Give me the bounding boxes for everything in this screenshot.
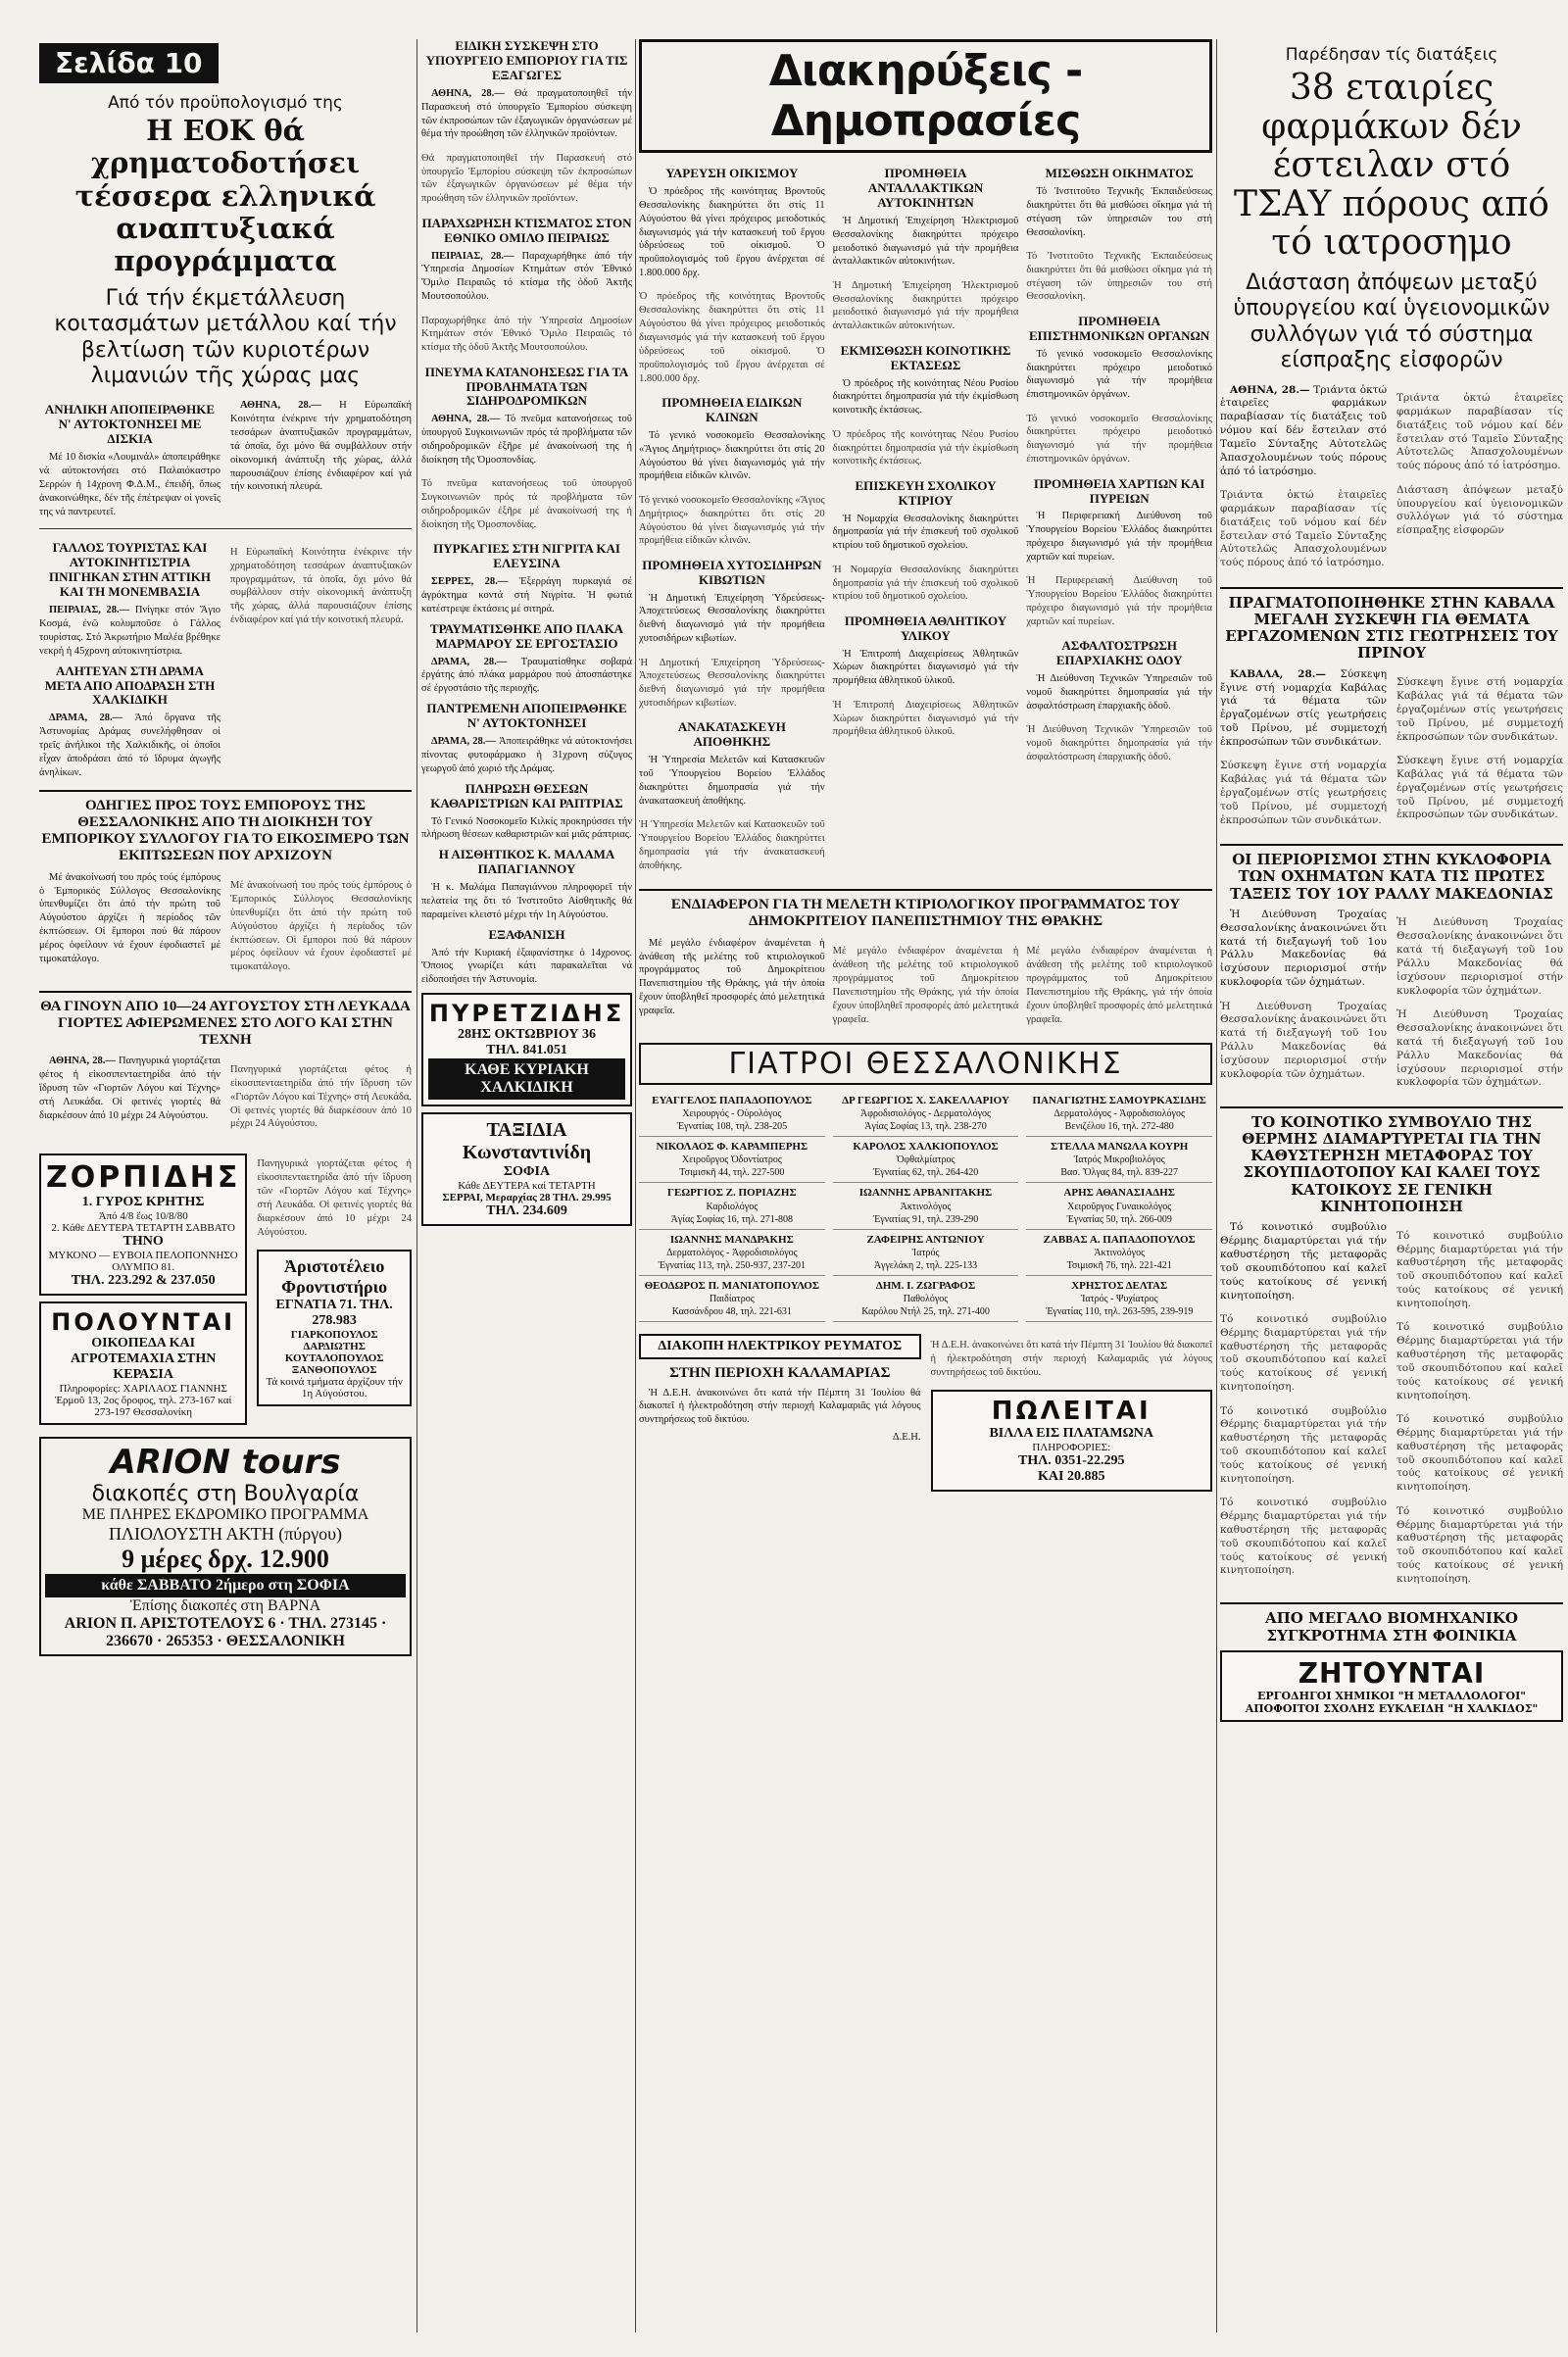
article-title: ΕΞΑΦΑΝΙΣΗ [488,926,565,942]
doctor-name: ΣΤΕΛΛΑ ΜΑΝΩΛΑ ΚΟΥΡΗ [1051,1141,1189,1154]
article-title: ΓΑΛΛΟΣ ΤΟΥΡΙΣΤΑΣ ΚΑΙ ΑΥΤΟΚΙΝΗΤΙΣΤΡΙΑ ΠΝΙΓΗΚΑΝ ΣΤΗΝ ΑΤΤΙΚΗ ΚΑΙ ΤΗ ΜΟΝΕΜΒΑΣΙΑ [48,540,212,600]
article-body-continued: Πανηγυρικά γιορτάζεται φέτος ἡ εἰκοσιπενταετηρίδα ἀπό τήν ἵδρυση τῶν «Γιορτῶν Λόγου καί Τέχνης» στή Λευκάδα. Οἱ φετινές γιορτές θά διαρκέσουν ἀπό 10 μέχρι 24 Αὐγούστου. [257,1158,412,1238]
article-body: Ἡ κ. Μαλάμα Παπαγιάννου πληροφορεῖ τήν πελατεία της ὅτι τό Ἰνστιτοῦτο Αἰσθητικῆς θά παραμείνει κλειστό μέχρι τήν 1η Αὐγούστου. [421,882,632,920]
doctor-spec: Παθολόγος [903,1294,949,1305]
notice-body: Ἡ Διεύθυνση Τεχνικῶν Ὑπηρεσιῶν τοῦ νομοῦ διακηρύττει δημοπρασία γιά τήν ἀσφαλτόστρωση ἐπαρχιακῆς ὁδοῦ. [1026,673,1212,712]
article-title: ΠΝΕΥΜΑ ΚΑΤΑΝΟΗΣΕΩΣ ΓΙΑ ΤΑ ΠΡΟΒΛΗΜΑΤΑ ΤΩΝ ΣΙΔΗΡΟΔΡΟΜΙΚΩΝ [424,364,629,409]
article-dateline: ΑΘΗΝΑ, 28.— [431,87,505,99]
doctor-name: ΕΥΑΓΓΕΛΟΣ ΠΑΠΑΔΟΠΟΥΛΟΣ [652,1094,812,1106]
power-cut-box [639,1334,921,1359]
article-body-continued: Τριάντα ὀκτώ ἑταιρεῖες φαρμάκων παραβίασαν τίς διατάξεις τοῦ νόμου καί δέν ἔστειλαν στό Ταμεῖο Σύνταξης Αὐτοτελῶς Ἀπασχολουμένων τούς πόρους ἀπό τό ἰατρόσημο. [1220,489,1387,569]
doctor-addr: Τσιμισκῆ 44, τηλ. 227-500 [679,1167,785,1179]
article-body: Πανηγυρικά γιορτάζεται φέτος ἡ εἰκοσιπενταετηρίδα ἀπό τήν ἵδρυση τῶν «Γιορτῶν Λόγου καί Τέχνης» στή Λευκάδα. Οἱ φετινές γιορτές θά διαρκέσουν ἀπό 10 μέχρι 24 Αὐγούστου. [39,1056,220,1121]
ad-phone: ΤΗΛ. 234.609 [486,1203,567,1219]
doctor-name: ΘΕΟΔΩΡΟΣ Π. ΜΑΝΙΑΤΟΠΟΥΛΟΣ [644,1280,820,1293]
doctor-addr: Ἐγνατίας 108, τηλ. 238-205 [676,1121,788,1133]
doctor-entry [833,1091,1019,1137]
doctor-name: ΠΑΝΑΓΙΩΤΗΣ ΣΑΜΟΥΡΚΑΣΙΔΗΣ [1032,1094,1206,1106]
column-notices [639,0,1212,2357]
doctor-spec: Ἀκτινολόγος [900,1201,952,1212]
notice-title: ΜΙΣΘΩΣΗ ΟΙΚΗΜΑΤΟΣ [1045,166,1194,180]
doctor-entry [639,1230,825,1276]
doctor-addr: Ἐγνατίας 50, τηλ. 266-009 [1066,1213,1172,1225]
notices-col-a [639,161,825,883]
doctor-name: ΧΡΗΣΤΟΣ ΔΕΛΤΑΣ [1071,1280,1168,1293]
pharma-subhead: Διάσταση ἀπόψεων μεταξύ ὑπουργείου καί ὑγειονομικῶν συλλόγων γιά τό σύστημα είσπραξης εἰσφορῶν [1233,270,1550,373]
article-body-continued: Τό κοινοτικό συμβούλιο Θέρμης διαμαρτύρεται γιά τήν καθυστέρηση τῆς μεταφορᾶς τοῦ σκουπιδότοπου καί καλεῖ τούς κατοίκους σέ γενική κινητοποίηση. [1396,1413,1563,1494]
article-dateline: ΑΘΗΝΑ, 28.— [1230,383,1310,396]
article-body: Μέ ἀνακοίνωσή του πρός τούς ἐμπόρους ὁ Ἐμπορικός Σύλλογος Θεσσαλονίκης ὑπενθυμίζει ὅτι ἀπό τήν πρώτη τοῦ Αὐγούστου ἀρχίζει ἡ περίοδος τῶν ἐκπτώσεων. Οἱ ἔμποροι πού θά πάρουν μέρος ὀφείλουν νά ἔχουν ἐφοδιαστεῖ μέ τιμοκατάλογο. [39,871,220,964]
article-title: Η ΑΙΣΘΗΤΙΚΟΣ Κ. ΜΑΛΑΜΑ ΠΑΠΑΓΙΑΝΝΟΥ [438,847,615,877]
notice-body-continued: Τό γενικό νοσοκομεῖο Θεσσαλονίκης «Ἅγιος Δημήτριος» διακηρύττει ὅτι στίς 20 Αὐγούστου θά γίνει διαγωνισμός γιά τήν προμήθεια εἰδικῶν κλινῶν. [639,494,825,547]
notice-body: Ἡ Περιφερειακή Διεύθυνση τοῦ Ὑπουργείου Βορείου Ἑλλάδος διακηρύττει πρόχειρο διαγωνισμό γιά τήν προμήθεια χαρτιῶν καί πυρείων. [1026,511,1212,564]
doctor-name: ΔΗΜ. Ι. ΖΩΓΡΑΦΟΣ [875,1280,976,1293]
job-ad-title: ΑΠΟ ΜΕΓΑΛΟ ΒΙΟΜΗΧΑΝΙΚΟ ΣΥΓΚΡΟΤΗΜΑ ΣΤΗ ΦΟΙΝΙΚΙΑ [1265,1609,1518,1645]
ad-konstantinidis [421,1112,632,1226]
notice-body-continued: Ὁ πρόεδρος τῆς κοινότητας Βροντοῦς Θεσσαλονίκης διακηρύττει ὅτι στίς 11 Αὐγούστου θά γίνει πρόχειρος μειοδοτικός διαγωνισμός γιά τήν κατασκευή τοῦ ἔργου ὑδρεύσεως τοῦ οἰκισμοῦ. Ὁ προϋπολογισμός τοῦ ἔργου ἀνέρχεται σέ 1.800.000 δρχ. [639,291,825,384]
article-body-continued: Τό κοινοτικό συμβούλιο Θέρμης διαμαρτύρεται γιά τήν καθυστέρηση τῆς μεταφορᾶς τοῦ σκουπιδότοπου καί καλεῖ τούς κατοίκους σέ γενική κινητοποίηση. [1396,1504,1563,1585]
power-cut-body: Ἡ Δ.Ε.Η. ἀνακοινώνει ὅτι κατά τήν Πέμπτη 31 Ἰουλίου θά διακοπεῖ ἡ ἠλεκτροδότηση στήν περιοχή Καλαμαριᾶς γιά λόγους συντηρήσεως τοῦ δικτύου. [639,1387,921,1426]
notice-body-continued: Ἡ Περιφερειακή Διεύθυνση τοῦ Ὑπουργείου Βορείου Ἑλλάδος διακηρύττει πρόχειρο διαγωνισμό γιά τήν προμήθεια χαρτιῶν καί πυρείων. [1026,575,1212,627]
article-body: Τό πνεῦμα κατανοήσεως τοῦ ὑπουργοῦ Συγκοινωνιῶν πρός τά προβλήματα τῶν σιδηροδρομικῶν ἐξῆρε μέ ἀνακοίνωσή της ἡ διοίκηση τῆς Ὁμοσπονδίας. [421,414,632,466]
power-cut-area: ΣΤΗΝ ΠΕΡΙΟΧΗ ΚΑΛΑΜΑΡΙΑΣ [669,1365,891,1382]
ad-line: 1. ΓΥΡΟΣ ΚΡΗΤΗΣ [81,1194,205,1209]
article-body: Μέ μεγάλο ἐνδιαφέρον ἀναμένεται ἡ ἀνάθεση τῆς μελέτης τοῦ κτιριολογικοῦ προγράμματος τοῦ Δημοκρίτειου Πανεπιστημίου τῆς Θράκης, γιά τήν ὁποία ἔχουν ὑποβληθεῖ προσφορές ἀπό μελετητικά γραφεῖα. [639,937,825,1017]
ad-line: Ἀπό 4/8 ἕως 10/8/80 [98,1209,188,1222]
article-body-continued: Ἡ Διεύθυνση Τροχαίας Θεσσαλονίκης ἀνακοινώνει ὅτι κατά τή διεξαγωγή τοῦ 1ου Ράλλυ Μακεδονίας θά ἰσχύσουν περιορισμοί στήν κυκλοφορία τῶν ὀχημάτων. [1396,1008,1563,1089]
ad-arion-tours [39,1437,412,1656]
notice-body: Τό Ἰνστιτοῦτο Τεχνικῆς Ἐκπαιδεύσεως διακηρύττει ὅτι θά μισθώσει οἴκημα γιά τή στέγαση τῶν ὑπηρεσιῶν του στή Θεσσαλονίκη. [1026,185,1212,238]
article-dateline: ΠΕΙΡΑΙΑΣ, 28.— [49,605,130,616]
power-cut-label: ΔΙΑΚΟΠΗ ΗΛΕΚΤΡΙΚΟΥ ΡΕΥΜΑΤΟΣ [658,1339,903,1354]
article-body-continued: Ἡ Διεύθυνση Τροχαίας Θεσσαλονίκης ἀνακοινώνει ὅτι κατά τή διεξαγωγή τοῦ 1ου Ράλλυ Μακεδονίας θά ἰσχύσουν περιορισμοί στήν κυκλοφορία τῶν ὀχημάτων. [1220,1000,1387,1080]
job-ad-box [1220,1650,1563,1722]
doctor-spec: Ἰατρός [911,1248,940,1259]
notice-title: ΑΣΦΑΛΤΟΣΤΡΩΣΗ ΕΠΑΡΧΙΑΚΗΣ ΟΔΟΥ [1055,638,1183,668]
article-body-continued: Σύσκεψη ἔγινε στή νομαρχία Καβάλας γιά τά θέματα τῶν ἐργαζομένων στίς γεωτρήσεις τοῦ Πρίνου, μέ συμμετοχή ἐκπροσώπων τῶν συνδικάτων. [1220,760,1387,826]
article-body-continued: Τό κοινοτικό συμβούλιο Θέρμης διαμαρτύρεται γιά τήν καθυστέρηση τῆς μεταφορᾶς τοῦ σκουπιδότοπου καί καλεῖ τούς κατοίκους σέ γενική κινητοποίηση. [1396,1321,1563,1401]
notice-title: ΥΑΡΕΥΣΗ ΟΙΚΙΣΜΟΥ [665,166,799,180]
doctor-addr: Ἐγνατίας 110, τηλ. 263-595, 239-919 [1045,1306,1194,1318]
notice-title: ΠΡΟΜΗΘΕΙΑ ΕΠΙΣΤΗΜΟΝΙΚΩΝ ΟΡΓΑΝΩΝ [1029,313,1210,343]
doctor-spec: Παιδίατρος [709,1294,755,1305]
ad-title: ΤΑΞΙΔΙΑ Κωνσταντινίδη [462,1119,592,1164]
doctor-spec: Ἰατρός - Ψυχίατρος [1080,1294,1158,1305]
article-dateline: ΚΑΒΑΛΑ, 28.— [1230,667,1326,680]
doctor-entry [833,1230,1019,1276]
notice-body-continued: Ἡ Δημοτική Ἐπιχείρηση Ὑδρεύσεως-Ἀποχετεύσεως Θεσσαλονίκης διακηρύττει διεθνή διαγωνισμό γιά τήν προμήθεια χυτοσιδήρων κιβωτίων. [639,657,825,710]
notice-title: ΠΡΟΜΗΘΕΙΑ ΕΙΔΙΚΩΝ ΚΛΙΝΩΝ [662,394,803,424]
ad-line: ΜΥΚΟΝΟ — ΕΥΒΟΙΑ ΠΕΛΟΠΟΝΝΗΣΟ ΟΛΥΜΠΟ 81. [48,1249,238,1273]
ad-zorbas [39,1154,247,1296]
column-right [1220,0,1563,2357]
ad-for-sale [39,1301,247,1425]
article-body-continued: Ἡ Διεύθυνση Τροχαίας Θεσσαλονίκης ἀνακοινώνει ὅτι κατά τή διεξαγωγή τοῦ 1ου Ράλλυ Μακεδονίας θά ἰσχύσουν περιορισμοί στήν κυκλοφορία τῶν ὀχημάτων. [1396,916,1563,997]
doctor-entry [639,1091,825,1137]
doctor-addr: Κασσάνδρου 48, τηλ. 221-631 [671,1306,792,1318]
doctor-spec: Ἰατρός Μικροβιολόγος [1073,1154,1165,1166]
notice-body: Ἡ Νομαρχία Θεσσαλονίκης διακηρύττει δημοπρασία γιά τήν ἐπισκευή τοῦ σχολικοῦ κτιρίου τοῦ δημοτικοῦ σχολείου. [832,513,1019,552]
notice-title: ΠΡΟΜΗΘΕΙΑ ΧΑΡΤΙΩΝ ΚΑΙ ΠΥΡΕΙΩΝ [1033,475,1205,506]
doctor-addr: Βενιζέλου 16, τηλ. 272-480 [1064,1121,1174,1133]
notice-body: Ὁ πρόεδρος τῆς κοινότητας Νέου Ρυσίου διακηρύττει δημοπρασία γιά τήν ἐκμίσθωση κοινοτικῆς ἐκτάσεως. [832,377,1019,417]
doctor-entry [833,1276,1019,1322]
ad-line: ΠΛΙΟΛΟΥΣΤΗ ΑΚΤΗ (πύργου) [108,1523,343,1544]
ad-price: 9 μέρες δρχ. 12.900 [122,1544,329,1573]
notice-body-continued: Τό γενικό νοσοκομεῖο Θεσσαλονίκης διακηρύττει πρόχειρο μειοδοτικό διαγωνισμό γιά τήν προμήθεια ἐπιστημονικῶν ὀργάνων. [1026,413,1212,466]
article-body: Ἡ Διεύθυνση Τροχαίας Θεσσαλονίκης ἀνακοινώνει ὅτι κατά τή διεξαγωγή τοῦ 1ου Ράλλυ Μακεδονίας θά ἰσχύσουν περιορισμοί στήν κυκλοφορία τῶν ὀχημάτων. [1220,908,1387,989]
ad-phone: ΤΗΛ. 841.051 [486,1043,567,1058]
article-title: ΟΙ ΠΕΡΙΟΡΙΣΜΟΙ ΣΤΗΝ ΚΥΚΛΟΦΟΡΙΑ ΤΩΝ ΟΧΗΜΑΤΩΝ ΚΑΤΑ ΤΙΣ ΠΡΩΤΕΣ ΤΑΞΕΙΣ ΤΟΥ 1ΟΥ ΡΑΛΛΥ ΜΑΚΕΔΟΝΙΑΣ [1230,851,1553,903]
doctor-addr: Ἁγίας Σοφίας 16, τηλ. 271-808 [670,1213,794,1225]
notices-col-b [833,161,1019,883]
ad-line: ΜΕ ΠΛΗΡΕΣ ΕΚΔΡΟΜΙΚΟ ΠΡΟΓΡΑΜΜΑ [81,1505,369,1523]
article-dateline: ΠΕΙΡΑΙΑΣ, 28.— [431,250,514,262]
article-body: Ἐξερράγη πυρκαγιά σέ ἀγρόκτημα κοντά στή Νιγρίτα. Ἡ φωτιά κατέστρεψε ἐκτάσεις μέ σιτηρά. [421,576,632,614]
notice-title: ΑΝΑΚΑΤΑΣΚΕΥΗ ΑΠΟΘΗΚΗΣ [677,719,786,750]
doctor-entry [639,1137,825,1183]
ad-line: 28ΗΣ ΟΚΤΩΒΡΙΟΥ 36 [457,1027,597,1043]
notice-title: ΠΡΟΜΗΘΕΙΑ ΑΘΛΗΤΙΚΟΥ ΥΛΙΚΟΥ [844,613,1007,643]
ad-pyretzidis [421,993,632,1106]
notice-body: Τό γενικό νοσοκομεῖο Θεσσαλονίκης «Ἅγιος Δημήτριος» διακηρύττει ὅτι στίς 20 Αὐγούστου θά γίνει διαγωνισμός γιά τήν προμήθεια εἰδικῶν κλινῶν. [639,429,825,482]
ad-phone: ΤΗΛ. 223.292 & 237.050 [71,1272,216,1288]
article-body-continued: Τό κοινοτικό συμβούλιο Θέρμης διαμαρτύρεται γιά τήν καθυστέρηση τῆς μεταφορᾶς τοῦ σκουπιδότοπου καί καλεῖ τούς κατοίκους σέ γενική κινητοποίηση. [1220,1404,1387,1485]
article-body: Ἀποπειράθηκε νά αὐτοκτονήσει πίνοντας φυτοφάρμακο ἡ 31χρονη σύζυγος γεωργοῦ ἀπό χωριό τῆς Δράμας. [421,736,632,774]
article-body: Ἀπό ὄργανα τῆς Ἀστυνομίας Δράμας συνελήφθησαν οἱ τρεῖς ἀνήλικοι τῆς Χαλκιδικῆς, οἱ ὁποῖοι εἶχαν ἀποδράσει ἀπό τό ἵδρυμα ἀγωγῆς ἀνηλίκων. [39,712,221,778]
doctor-spec: Καρδιολόγος [706,1201,759,1212]
ad-title: Ἀριστοτέλειο Φροντιστήριο [281,1255,388,1297]
doctor-spec: Ἀφροδισιολόγος - Δερματολόγος [860,1108,991,1120]
ad-title: ΠΟΛΟΥΝΤΑΙ [51,1307,236,1336]
notice-body-continued: Ἡ Διεύθυνση Τεχνικῶν Ὑπηρεσιῶν τοῦ νομοῦ διακηρύττει δημοπρασία γιά τήν ἀσφαλτόστρωση ἐπαρχιακῆς ὁδοῦ. [1026,724,1212,762]
notices-col-c [1026,161,1212,883]
article-title: ΠΥΡΚΑΓΙΕΣ ΣΤΗ ΝΙΓΡΙΤΑ ΚΑΙ ΕΛΕΥΣΙΝΑ [433,541,620,571]
pharma-kicker: Παρέδησαν τίς διατάξεις [1285,45,1498,65]
ad-aristoteleio [257,1250,412,1406]
notice-body-continued: Ἡ Νομαρχία Θεσσαλονίκης διακηρύττει δημοπρασία γιά τήν ἐπισκευή τοῦ σχολικοῦ κτιρίου τοῦ δημοτικοῦ σχολείου. [832,564,1019,603]
article-body: Τό Γενικό Νοσοκομεῖο Κιλκίς προκηρύσσει τήν πλήρωση θέσεων καθαριστριῶν καί μιᾶς ράπτριας. [421,815,632,841]
ad-line: ΒΙΛΛΑ ΕΙΣ ΠΛΑΤΑΜΩΝΑ [989,1425,1154,1441]
ad-line: ΠΛΗΡΟΦΟΡΙΕΣ: [1032,1441,1111,1453]
ad-line: ΣΕΡΡΑΙ, Μεραρχίας 28 ΤΗΛ. 29.995 [442,1192,612,1204]
doctor-entry [639,1183,825,1229]
job-ad-headline: ΖΗΤΟΥΝΤΑΙ [1298,1656,1486,1690]
doctor-spec: Χειροῦργος Γυναικολόγος [1067,1201,1172,1212]
ad-title: ΠΥΡΕΤΖΙΔΗΣ [428,1000,625,1028]
article-body: Πνίγηκε στόν Ἅγιο Κοσμά, ἐνῶ κολυμποῦσε ὁ Γάλλος τουρίστας. Στό Ἀκρωτήριο Μαλέα βρέθηκε νεκρή ἡ 45χρονη αὐτοκινητίστρια. [39,605,221,657]
ad-line: Κάθε ΔΕΥΤΕΡΑ καί ΤΕΤΑΡΤΗ [458,1180,596,1193]
ad-line: Ἐρμοῦ 13, 2ος ὄροφος, τηλ. 273-167 καί 273-197 Θεσσαλονίκη [54,1394,232,1418]
article-body: Μέ 10 δισκία «Λουμινάλ» ἀποπειράθηκε νά αὐτοκτονήσει στό Παλαιόκαστρο Σερρών ἡ 14χρονη Φ.Δ.Μ., ἐπειδή, ὅπως ἀνακοινώθηκε, δέν τῆς ἐπέτρεψαν οἱ γονεῖς της νά παντρευτεῖ. [39,452,220,517]
doctors-col [833,1091,1019,1322]
notice-title: ΠΡΟΜΗΘΕΙΑ ΑΝΤΑΛΛΑΚΤΙΚΩΝ ΑΥΤΟΚΙΝΗΤΩΝ [867,166,984,210]
ad-title: ΠΩΛΕΙΤΑΙ [991,1396,1152,1426]
article-dateline: ΔΡΑΜΑ, 28.— [431,736,496,748]
ad-phone: ΤΗΛ. 0351-22.295 [1018,1452,1125,1468]
ad-villa-sale [931,1390,1213,1492]
doctor-name: ΙΩΑΝΝΗΣ ΑΡΒΑΝΙΤΑΚΗΣ [858,1187,993,1200]
doctor-entry [1026,1183,1212,1229]
ad-line: 2. Κάθε ΔΕΥΤΕΡΑ ΤΕΤΑΡΤΗ ΣΑΒΒΑΤΟ [51,1221,235,1234]
ad-line: ΟΙΚΟΠΕΔΑ ΚΑΙ ΑΓΡΟΤΕΜΑΧΙΑ ΣΤΗΝ ΚΕΡΑΣΙΑ [70,1335,217,1382]
doctor-entry [1026,1091,1212,1137]
notice-body-continued: Ὁ πρόεδρος τῆς κοινότητας Νέου Ρυσίου διακηρύττει δημοπρασία γιά τήν ἐκμίσθωση κοινοτικῆς ἐκτάσεως. [832,428,1019,467]
article-dateline: ΔΡΑΜΑ, 28.— [49,712,123,724]
doctor-addr: Ἐγνατίας 62, τηλ. 264-420 [872,1167,979,1179]
doctor-name: ΚΑΡΟΛΟΣ ΧΑΛΚΙΟΠΟΥΛΟΣ [853,1141,999,1154]
article-body-continued: Θά πραγματοποιηθεῖ τήν Παρασκευή στό ὑπουργεῖο Ἐμπορίου σύσκεψη τῶν ἐκπροσώπων τῶν ἐξαγωγικῶν ὀργανώσεων μέ θέμα τήν προώθηση τῶν ἑλληνικῶν προϊόντων. [421,152,632,205]
doctor-name: ΖΑΦΕΙΡΗΣ ΑΝΤΩΝΙΟΥ [866,1233,985,1246]
ad-line: ΤΗΝΟ [122,1233,164,1249]
doctor-addr: Ἁγίας Σοφίας 13, τηλ. 238-270 [864,1121,987,1133]
lead-kicker: Από τόν προϋπολογισμό της [108,93,343,113]
ad-phone: ΚΑΙ 20.885 [1038,1468,1105,1484]
article-body-continued: Πανηγυρικά γιορτάζεται φέτος ἡ εἰκοσιπενταετηρίδα ἀπό τήν ἵδρυση τῶν «Γιορτῶν Λόγου καί Τέχνης» στή Λευκάδα. Οἱ φετινές γιορτές θά διαρκέσουν ἀπό 10 μέχρι 24 Αὐγούστου. [230,1063,412,1130]
ad-line: Τά κοινά τμήματα ἀρχίζουν τήν 1η Αὐγούστου. [266,1375,403,1399]
notice-body: Ἡ Ὑπηρεσία Μελετῶν καί Κατασκευῶν τοῦ Ὑπουργείου Βορείου Ἑλλάδος διακηρύττει δημοπρασία γιά τήν ἀνακατασκευή ἀποθήκης. [639,755,825,807]
article-body-continued: Μέ μεγάλο ἐνδιαφέρον ἀναμένεται ἡ ἀνάθεση τῆς μελέτης τοῦ κτιριολογικοῦ προγράμματος τοῦ Δημοκρίτειου Πανεπιστημίου τῆς Θράκης, γιά τήν ὁποία ἔχουν ὑποβληθεῖ προσφορές ἀπό μελετητικά γραφεῖα. [1026,946,1212,1025]
doctor-addr: Ἐγνατίας 91, τηλ. 239-290 [872,1213,979,1225]
lead-body-area [39,397,412,522]
ad-banner: ΚΑΘΕ ΚΥΡΙΑΚΗ ΧΑΛΚΙΔΙΚΗ [428,1058,625,1100]
doctor-spec: Δερματολόγος - Ἀφροδισιολόγος [666,1248,798,1259]
notice-body-continued: Τό Ἰνστιτοῦτο Τεχνικῆς Ἐκπαιδεύσεως διακηρύττει ὅτι θά μισθώσει οἴκημα γιά τή στέγαση τῶν ὑπηρεσιῶν του στή Θεσσαλονίκη. [1026,250,1212,303]
notice-body-continued: Ἡ Δημοτική Ἐπιχείρηση Ἠλεκτρισμοῦ Θεσσαλονίκης διακηρύττει πρόχειρο μειοδοτικό διαγωνισμό γιά τήν προμήθεια ἀνταλλακτικῶν αὐτοκινήτων. [832,279,1019,332]
article-body-continued: Τό κοινοτικό συμβούλιο Θέρμης διαμαρτύρεται γιά τήν καθυστέρηση τῆς μεταφορᾶς τοῦ σκουπιδότοπου καί καλεῖ τούς κατοίκους σέ γενική κινητοποίηση. [1220,1312,1387,1394]
article-title: ΕΙΔΙΚΗ ΣΥΣΚΕΨΗ ΣΤΟ ΥΠΟΥΡΓΕΙΟ ΕΜΠΟΡΙΟΥ ΓΙΑ ΤΙΣ ΕΞΑΓΩΓΕΣ [425,38,628,82]
doctor-name: ΔΡ ΓΕΩΡΓΙΟΣ Χ. ΣΑΚΕΛΛΑΡΙΟΥ [842,1094,1009,1106]
lead-body: Η Εὐρωπαϊκή Κοινότητα ἐνέκρινε τήν χρηματοδότηση τεσσάρων ἀναπτυξιακῶν προγραμμάτων, τά ὁποῖα, ὄχι μόνο θά συμβάλλουν στήν οἰκονομική ἀνάπτυξη τῆς χώρας, ἀλλά παρουσιάζουν ἐπίσης ἐνδιαφέρον καί γιά τήν κοινοτική πλευρά. [230,400,412,493]
article-dateline: ΑΘΗΝΑ, 28.— [431,414,501,425]
ad-line: Πληροφορίες: ΧΑΡΙΛΑΟΣ ΓΙΑΝΝΗΣ [59,1382,227,1395]
article-title: ΑΛΗΤΕΥΑΝ ΣΤΗ ΔΡΑΜΑ ΜΕΤΑ ΑΠΟ ΑΠΟΔΡΑΣΗ ΣΤΗ ΧΑΛΚΙΔΙΚΗ [44,663,216,708]
article-title: ΠΑΡΑΧΩΡΗΣΗ ΚΤΙΣΜΑΤΟΣ ΣΤΟΝ ΕΘΝΙΚΟ ΟΜΙΛΟ ΠΕΙΡΑΙΩΣ [421,215,632,245]
doctor-entry [1026,1137,1212,1183]
notice-body: Ἡ Δημοτική Ἐπιχείρηση Ὑδρεύσεως-Ἀποχετεύσεως Θεσσαλονίκης διακηρύττει διεθνή διαγωνισμό γιά τήν προμήθεια χυτοσιδήρων κιβωτίων. [639,592,825,645]
column-left [39,0,412,2357]
article-title: ΠΡΑΓΜΑΤΟΠΟΙΗΘΗΚΕ ΣΤΗΝ ΚΑΒΑΛΑ ΜΕΓΑΛΗ ΣΥΣΚΕΨΗ ΓΙΑ ΘΕΜΑΤΑ ΕΡΓΑΖΟΜΕΝΩΝ ΣΤΙΣ ΓΕΩΤΡΗΣΕΙΣ ΤΟΥ ΠΡΙΝΟΥ [1225,593,1558,663]
article-body: Ἀπό τήν Κυριακή ἐξαφανίστηκε ὁ 14χρονος. Ὅποιος γνωρίζει κάτι παρακαλεῖται νά εἰδοποιήσει τήν Ἀστυνομία. [421,947,632,986]
notice-body-continued: Ἡ Ὑπηρεσία Μελετῶν καί Κατασκευῶν τοῦ Ὑπουργείου Βορείου Ἑλλάδος διακηρύττει δημοπρασία γιά τήν ἀνακατασκευή ἀποθήκης. [639,819,825,871]
ad-line: ΕΡΓΟΔΗΓΟΙ ΧΗΜΙΚΟΙ "Η ΜΕΤΑΛΛΟΛΟΓΟΙ" [1257,1689,1526,1702]
ad-line: διακοπές στη Βουλγαρία [91,1481,360,1506]
article-body: Θά πραγματοποιηθεῖ τήν Παρασκευή στό ὑπουργεῖο Ἐμπορίου σύσκεψη τῶν ἐκπροσώπων τῶν ἐξαγωγικῶν ὀργανώσεων μέ θέμα τήν προώθηση τῶν ἑλληνικῶν προϊόντων. [421,87,632,140]
article-body: Τό κοινοτικό συμβούλιο Θέρμης διαμαρτύρεται γιά τήν καθυστέρηση τῆς μεταφορᾶς τοῦ σκουπιδότοπου καί καλεῖ τούς κατοίκους σέ γενική κινητοποίηση. [1220,1221,1387,1301]
notices-masthead: Διακηρύξεις - Δημοπρασίες [639,39,1212,153]
article-title: ΤΡΑΥΜΑΤΙΣΘΗΚΕ ΑΠΟ ΠΛΑΚΑ ΜΑΡΜΑΡΟΥ ΣΕ ΕΡΓΟΣΤΑΣΙΟ [429,620,624,651]
lead-dateline: ΑΘΗΝΑ, 28.— [240,400,321,412]
doctor-spec: Χειρουργός - Οὐρολόγος [682,1108,782,1120]
doctor-entry [1026,1276,1212,1322]
article-dateline: ΣΕΡΡΕΣ, 28.— [431,576,509,588]
article-body-continued: Μέ ἀνακοίνωσή του πρός τούς ἐμπόρους ὁ Ἐμπορικός Σύλλογος Θεσσαλονίκης ὑπενθυμίζει ὅτι ἀπό τήν πρώτη τοῦ Αὐγούστου ἀρχίζει ἡ περίοδος τῶν ἐκπτώσεων. Οἱ ἔμποροι πού θά πάρουν μέρος ὀφείλουν νά ἔχουν ἐφοδιαστεῖ μέ τιμοκατάλογο. [230,880,412,973]
doctor-name: ΓΕΩΡΓΙΟΣ Ζ. ΠΟΡΙΑΖΗΣ [667,1187,797,1200]
doctor-name: ΝΙΚΟΛΑΟΣ Φ. ΚΑΡΑΜΠΕΡΗΣ [656,1141,808,1154]
article-body: Τριάντα ὀκτώ ἑταιρεῖες φαρμάκων παραβίασαν τίς διατάξεις τοῦ νόμου καί δέν ἔστειλαν στό Ταμεῖο Σύνταξης Αὐτοτελῶς Ἀπασχολουμένων τούς πόρους ἀπό τό ἰατρόσημο. [1220,383,1388,477]
ad-phone: ΕΓΝΑΤΙΑ 71. ΤΗΛ. 278.983 [275,1297,393,1328]
article-body-continued: Σύσκεψη ἔγινε στή νομαρχία Καβάλας γιά τά θέματα τῶν ἐργαζομένων στίς γεωτρήσεις τοῦ Πρίνου, μέ συμμετοχή ἐκπροσώπων τῶν συνδικάτων. [1396,755,1563,821]
lead-headline: Η ΕΟΚ θά χρηματοδοτήσει τέσσερα ελληνικά αναπτυξιακά προγράμματα [74,114,376,278]
notice-title: ΕΠΙΣΚΕΥΗ ΣΧΟΛΙΚΟΥ ΚΤΙΡΙΟΥ [855,477,997,508]
lead-subhead: Γιά τήν έκμετάλλευση κοιτασμάτων μετάλλου καί τήν βελτίωση τῶν κυριοτέρων λιμανιών τῆς χώρας μας [54,285,397,388]
doctor-spec: Ἀκτινολόγος [1094,1248,1146,1259]
article-title: ΠΛΗΡΩΣΗ ΘΕΣΕΩΝ ΚΑΘΑΡΙΣΤΡΙΩΝ ΚΑΙ ΡΑΠΤΡΙΑΣ [430,780,623,810]
notice-body: Ἡ Ἐπιτροπή Διαχειρίσεως Ἀθλητικῶν Χώρων διακηρύττει διαγωνισμό γιά τήν προμήθεια ἀθλητικοῦ ὑλικοῦ. [832,648,1019,687]
ad-line: Ἐπίσης διακοπές στη ΒΑΡΝΑ [129,1596,321,1614]
column-divider [1216,39,1217,2332]
doctors-section-title: ΓΙΑΤΡΟΙ ΘΕΣΣΑΛΟΝΙΚΗΣ [639,1043,1212,1085]
doctor-entry [1026,1230,1212,1276]
article-body-continued: Σύσκεψη ἔγινε στή νομαρχία Καβάλας γιά τά θέματα τῶν ἐργαζομένων στίς γεωτρήσεις τοῦ Πρίνου, μέ συμμετοχή ἐκπροσώπων τῶν συνδικάτων. [1396,676,1563,743]
column-second [421,0,632,2357]
doctor-spec: Ὀφθαλμίατρος [896,1154,956,1166]
article-body-continued: Τό πνεῦμα κατανοήσεως τοῦ ὑπουργοῦ Συγκοινωνιῶν πρός τά προβλήματα τῶν σιδηροδρομικῶν ἐξῆρε μέ ἀνακοίνωσή της ἡ διοίκηση τῆς Ὁμοσπονδίας. [421,478,632,530]
doctor-addr: Ἐγνατίας 113, τηλ. 250-937, 237-201 [658,1260,807,1272]
article-dateline: ΑΘΗΝΑ, 28.— [49,1056,116,1067]
article-body-continued: Τό κοινοτικό συμβούλιο Θέρμης διαμαρτύρεται γιά τήν καθυστέρηση τῆς μεταφορᾶς τοῦ σκουπιδότοπου καί καλεῖ τούς κατοίκους σέ γενική κινητοποίηση. [1396,1229,1563,1310]
notice-body-continued: Ἡ Ἐπιτροπή Διαχειρίσεως Ἀθλητικῶν Χώρων διακηρύττει διαγωνισμό γιά τήν προμήθεια ἀθλητικοῦ ὑλικοῦ. [832,699,1019,738]
doctor-spec: Δερματολόγος - Ἀφροδισιολόγος [1054,1108,1185,1120]
article-body-continued: Ἡ Δ.Ε.Η. ἀνακοινώνει ὅτι κατά τήν Πέμπτη 31 Ἰουλίου θά διακοπεῖ ἡ ἠλεκτροδότηση στήν περιοχή Καλαμαριᾶς γιά λόγους συντηρήσεως τοῦ δικτύου. [930,1339,1212,1378]
article-body-continued: Η Εὐρωπαϊκή Κοινότητα ἐνέκρινε τήν χρηματοδότηση τεσσάρων ἀναπτυξιακῶν προγραμμάτων, τά ὁποῖα, ὄχι μόνο θά συμβάλλουν στήν οἰκονομική ἀνάπτυξη τῆς χώρας, ἀλλά παρουσιάζουν ἐπίσης ἐνδιαφέρον καί γιά τήν κοινοτική πλευρά. [230,546,412,626]
ad-title: ΖΟΡΠΙΔΗΣ [46,1159,241,1195]
doctors-col [1026,1091,1212,1322]
notice-body: Ἡ Δημοτική Ἐπιχείρηση Ἠλεκτρισμοῦ Θεσσαλονίκης διακηρύττει πρόχειρο μειοδοτικό διαγωνισμό γιά τήν προμήθεια ἀνταλλακτικῶν αὐτοκινήτων. [832,215,1019,268]
notices-grid [639,161,1212,883]
doctor-addr: Τσιμισκῆ 76, τηλ. 221-421 [1066,1260,1172,1272]
arion-logo: ARION tours [110,1442,341,1482]
doctor-name: ΑΡΗΣ ΑΘΑΝΑΣΙΑΔΗΣ [1063,1187,1175,1200]
doctor-addr: Ἀγγελάκη 2, τηλ. 225-133 [873,1260,978,1272]
notice-title: ΕΚΜΙΣΘΩΣΗ ΚΟΙΝΟΤΙΚΗΣ ΕΚΤΑΣΕΩΣ [840,342,1011,372]
article-body-continued: Τό κοινοτικό συμβούλιο Θέρμης διαμαρτύρεται γιά τήν καθυστέρηση τῆς μεταφορᾶς τοῦ σκουπιδότοπου καί καλεῖ τούς κατοίκους σέ γενική κινητοποίηση. [1220,1497,1387,1577]
doctor-addr: Βασ. Ὄλγας 84, τηλ. 839-227 [1060,1167,1179,1179]
article-body-continued: Διάσταση ἀπόψεων μεταξύ ὑπουργείου καί ὑγειονομικῶν συλλόγων γιά τό σύστημα είσπραξης εἰσφορῶν [1396,483,1563,537]
doctor-entry [833,1183,1019,1229]
doctor-entry [833,1137,1019,1183]
article-title: ΕΝΔΙΑΦΕΡΟΝ ΓΙΑ ΤΗ ΜΕΛΕΤΗ ΚΤΙΡΙΟΛΟΓΙΚΟΥ ΠΡΟΓΡΑΜΜΑΤΟΣ ΤΟΥ ΔΗΜΟΚΡΙΤΕΙΟΥ ΠΑΝΕΠΙΣΤΗΜΙΟΥ ΤΗΣ ΘΡΑΚΗΣ [670,897,1181,930]
doctor-name: ΙΩΑΝΝΗΣ ΜΑΝΔΡΑΚΗΣ [669,1233,794,1246]
doctor-entry [639,1276,825,1322]
doctor-addr: Καρόλου Ντήλ 25, τηλ. 271-400 [861,1306,990,1318]
doctors-list [639,1091,1212,1322]
column-divider [416,39,417,2332]
article-body-continued: Τριάντα ὀκτώ ἑταιρεῖες φαρμάκων παραβίασαν τίς διατάξεις τοῦ νόμου καί δέν ἔστειλαν στό Ταμεῖο Σύνταξης Αὐτοτελῶς Ἀπασχολουμένων τούς πόρους ἀπό τό ἰατρόσημο. [1396,392,1563,472]
doctor-spec: Χειροῦργος Ὀδοντίατρος [681,1154,782,1166]
article-title: ΤΟ ΚΟΙΝΟΤΙΚΟ ΣΥΜΒΟΥΛΙΟ ΤΗΣ ΘΕΡΜΗΣ ΔΙΑΜΑΡΤΥΡΕΤΑΙ ΓΙΑ ΤΗΝ ΚΑΘΥΣΤΕΡΗΣΗ ΜΕΤΑΦΟΡΑΣ ΤΟΥ ΣΚΟΥΠΙΔΟΤΟΠΟΥ ΚΑΙ ΚΑΛΕΙ ΤΟΥΣ ΚΑΤΟΙΚΟΥΣ ΣΕ ΓΕΝΙΚΗ ΚΙΝΗΤΟΠΟΙΗΣΗ [1242,1112,1542,1215]
notice-body: Τό γενικό νοσοκομεῖο Θεσσαλονίκης διακηρύττει πρόχειρο μειοδοτικό διαγωνισμό γιά τήν προμήθεια ἐπιστημονικῶν ὀργάνων. [1026,348,1212,401]
ad-banner: κάθε ΣΑΒΒΑΤΟ 2ήμερο στη ΣΟΦΙΑ [45,1574,406,1597]
doctor-name: ΖΑΒΒΑΣ Α. ΠΑΠΑΔΟΠΟΥΛΟΣ [1043,1233,1196,1246]
ad-address: ARION Π. ΑΡΙΣΤΟΤΕΛΟΥΣ 6 · ΤΗΛ. 273145 · 236670 · 265353 · ΘΕΣΣΑΛΟΝΙΚΗ [64,1614,387,1649]
notice-title: ΠΡΟΜΗΘΕΙΑ ΧΥΤΟΣΙΔΗΡΩΝ ΚΙΒΩΤΙΩΝ [642,557,822,587]
article-dateline: ΔΡΑΜΑ, 28.— [431,656,508,667]
ad-line: ΓΙΑΡΚΟΠΟΥΛΟΣ ΔΑΡΔΙΩΤΗΣ ΚΟΥΤΑΛΟΠΟΥΛΟΣ ΞΑΝΘΟΠΟΥΛΟΣ [284,1328,384,1376]
article-body: Τραυματίσθηκε σοβαρά ἐργάτης ἀπό πλάκα μαρμάρου πού ἀποσπάστηκε σέ ἐργοστάσιο τῆς περιοχῆς. [421,656,632,695]
doctors-col [639,1091,825,1322]
article-body: Σύσκεψη ἔγινε στή νομαρχία Καβάλας γιά τά θέματα τῶν ἐργαζομένων στίς γεωτρήσεις τοῦ Πρίνου, μέ συμμετοχή ἐκπροσώπων τῶν συνδικάτων. [1220,667,1387,748]
pharma-headline: 38 εταιρίες φαρμάκων δέν έστειλαν στό ΤΣΑΥ πόρους από τό ιατροσημο [1234,68,1549,264]
ad-line: ΣΟΦΙΑ [503,1164,551,1180]
article-body: Παραχωρήθηκε ἀπό τήν Ὑπηρεσία Δημοσίων Κτημάτων στόν Ἐθνικό Ὅμιλο Πειραιῶς τό κτίσμα τῆς ὁδοῦ Ἀκτῆς Μουτσοπούλου. [421,250,632,303]
article-title: ΠΑΝΤΡΕΜΕΝΗ ΑΠΟΠΕΙΡΑΘΗΚΕ Ν' ΑΥΤΟΚΤΟΝΗΣΕΙ [426,701,627,731]
article-title: ΑΝΗΛΙΚΗ ΑΠΟΠΕΙΡΑΘΗΚΕ Ν' ΑΥΤΟΚΤΟΝΗΣΕΙ ΜΕ ΔΙΣΚΙΑ [44,402,216,447]
column-divider [635,39,636,2332]
power-cut-signature: Δ.Ε.Η. [892,1432,921,1444]
article-body-continued: Μέ μεγάλο ἐνδιαφέρον ἀναμένεται ἡ ἀνάθεση τῆς μελέτης τοῦ κτιριολογικοῦ προγράμματος τοῦ Δημοκρίτειου Πανεπιστημίου τῆς Θράκης, γιά τήν ὁποία ἔχουν ὑποβληθεῖ προσφορές ἀπό μελετητικά γραφεῖα. [832,946,1019,1025]
notice-body: Ὁ πρόεδρος τῆς κοινότητας Βροντοῦς Θεσσαλονίκης διακηρύττει ὅτι στίς 11 Αὐγούστου θά γίνει πρόχειρος μειοδοτικός διαγωνισμός γιά τήν κατασκευή τοῦ ἔργου ὑδρεύσεως τοῦ οἰκισμοῦ. Ὁ προϋπολογισμός τοῦ ἔργου ἀνέρχεται σέ 1.800.000 δρχ. [639,185,825,279]
ad-line: ΑΠΟΦΟΙΤΟΙ ΣΧΟΛΗΣ ΕΥΚΛΕΙΔΗ "Η ΧΑΛΚΙΔΟΣ" [1245,1701,1539,1715]
page-section-label: Σελίδα 10 [39,43,219,83]
article-title: ΟΔΗΓΙΕΣ ΠΡΟΣ ΤΟΥΣ ΕΜΠΟΡΟΥΣ ΤΗΣ ΘΕΣΣΑΛΟΝΙΚΗΣ ΑΠΟ ΤΗ ΔΙΟΙΚΗΣΗ ΤΟΥ ΕΜΠΟΡΙΚΟΥ ΣΥΛΛΟΓΟΥ ΓΙΑ ΤΟ ΕΙΚΟΣΙΜΕΡΟ ΤΩΝ ΕΚΠΤΩΣΕΩΝ ΠΟΥ ΑΡΧΙΖΟΥΝ [41,797,410,864]
article-body-continued: Παραχωρήθηκε ἀπό τήν Ὑπηρεσία Δημοσίων Κτημάτων στόν Ἐθνικό Ὅμιλο Πειραιῶς τό κτίσμα τῆς ὁδοῦ Ἀκτῆς Μουτσοπούλου. [421,315,632,354]
article-title: ΘΑ ΓΙΝΟΥΝ ΑΠΟ 10—24 ΑΥΓΟΥΣΤΟΥ ΣΤΗ ΛΕΥΚΑΔΑ ΓΙΟΡΤΕΣ ΑΦΙΕΡΩΜΕΝΕΣ ΣΤΟ ΛΟΓΟ ΚΑΙ ΣΤΗΝ ΤΕΧΝΗ [40,998,411,1049]
